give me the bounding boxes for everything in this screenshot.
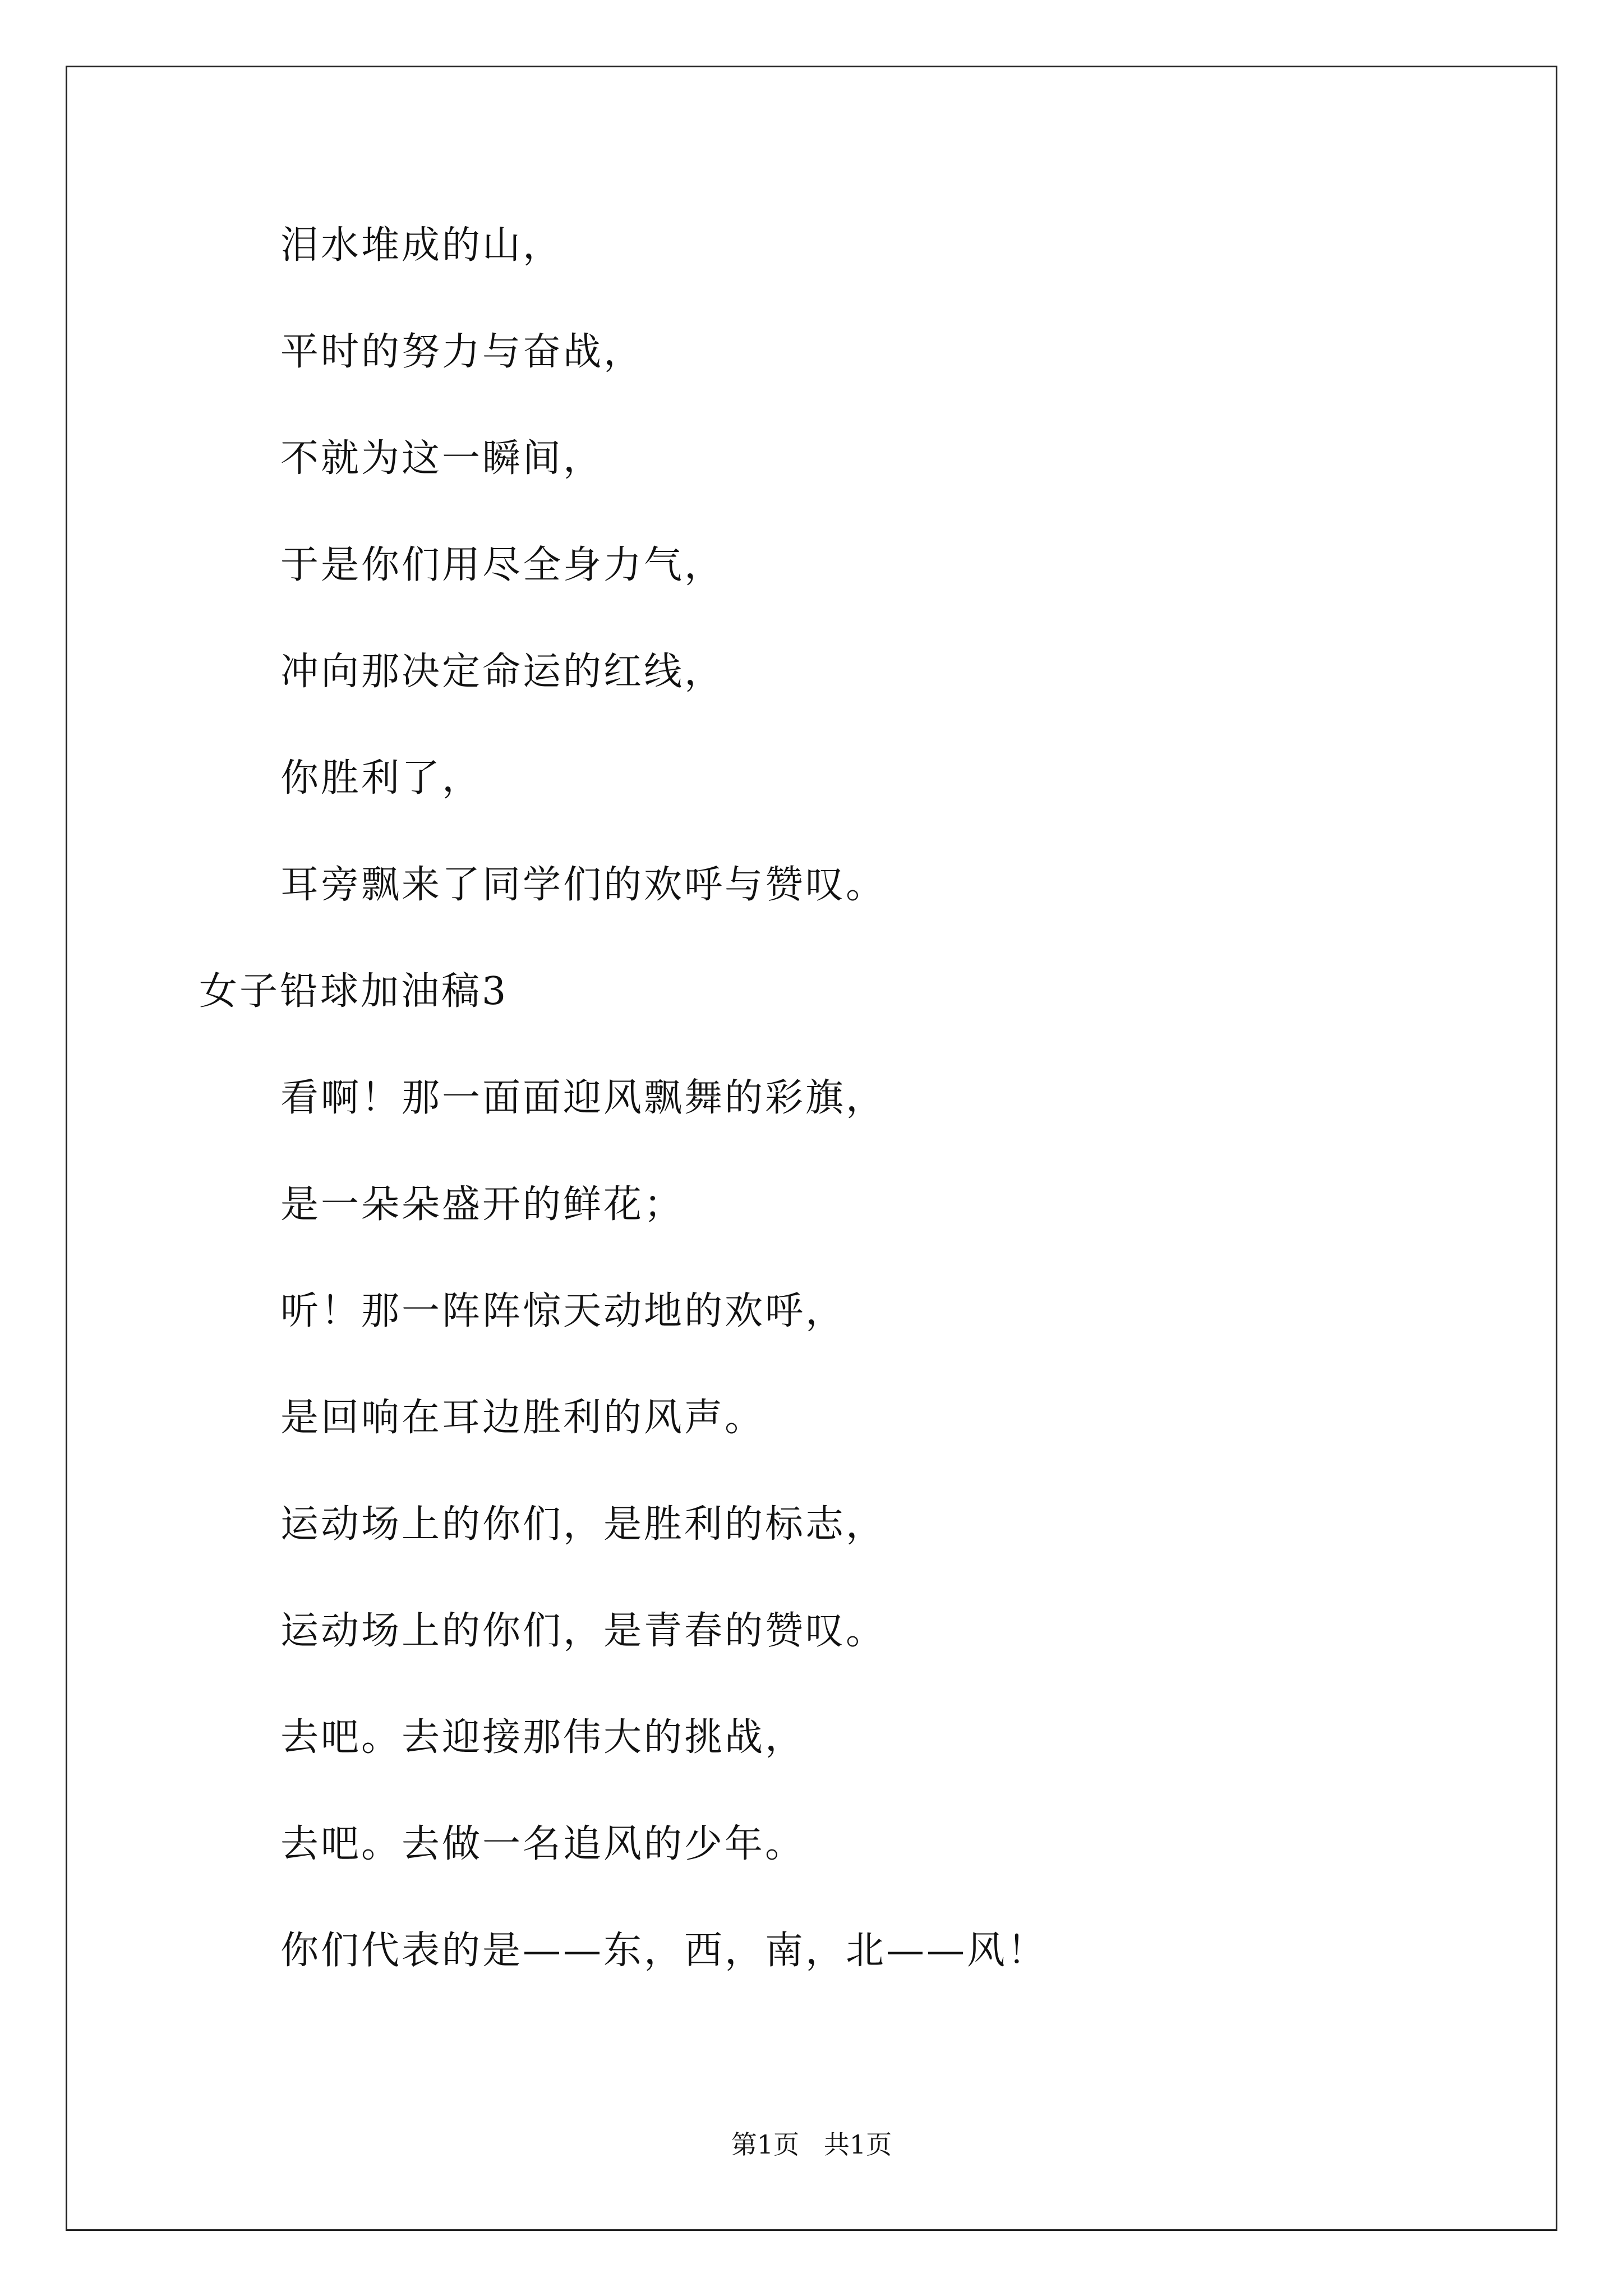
text-line: 不就为这一瞬间， bbox=[280, 436, 604, 481]
text-line: 运动场上的你们，是青春的赞叹。 bbox=[280, 1609, 887, 1653]
text-line: 是一朵朵盛开的鲜花； bbox=[280, 1182, 685, 1227]
text-line: 耳旁飘来了同学们的欢呼与赞叹。 bbox=[280, 863, 887, 907]
text-line: 听！那一阵阵惊天动地的欢呼， bbox=[280, 1289, 846, 1333]
text-line: 你们代表的是——东，西，南，北——风！ bbox=[280, 1929, 1048, 1973]
text-line: 泪水堆成的山， bbox=[280, 223, 564, 268]
text-line: 你胜利了， bbox=[280, 756, 483, 800]
section-heading: 女子铅球加油稿3 bbox=[199, 969, 509, 1014]
page-footer: 第1页 共1页 bbox=[731, 2129, 892, 2160]
document-body bbox=[199, 222, 1489, 2033]
text-line: 平时的努力与奋战， bbox=[280, 330, 644, 374]
text-line: 看啊！那一面面迎风飘舞的彩旗， bbox=[280, 1076, 887, 1120]
text-line: 冲向那决定命运的红线， bbox=[280, 650, 725, 694]
text-line: 运动场上的你们，是胜利的标志， bbox=[280, 1502, 887, 1547]
text-line: 是回响在耳边胜利的风声。 bbox=[280, 1396, 766, 1440]
text-line: 去吧。去迎接那伟大的挑战， bbox=[280, 1715, 806, 1760]
text-line: 去吧。去做一名追风的少年。 bbox=[280, 1822, 806, 1866]
text-line: 于是你们用尽全身力气， bbox=[280, 543, 725, 587]
